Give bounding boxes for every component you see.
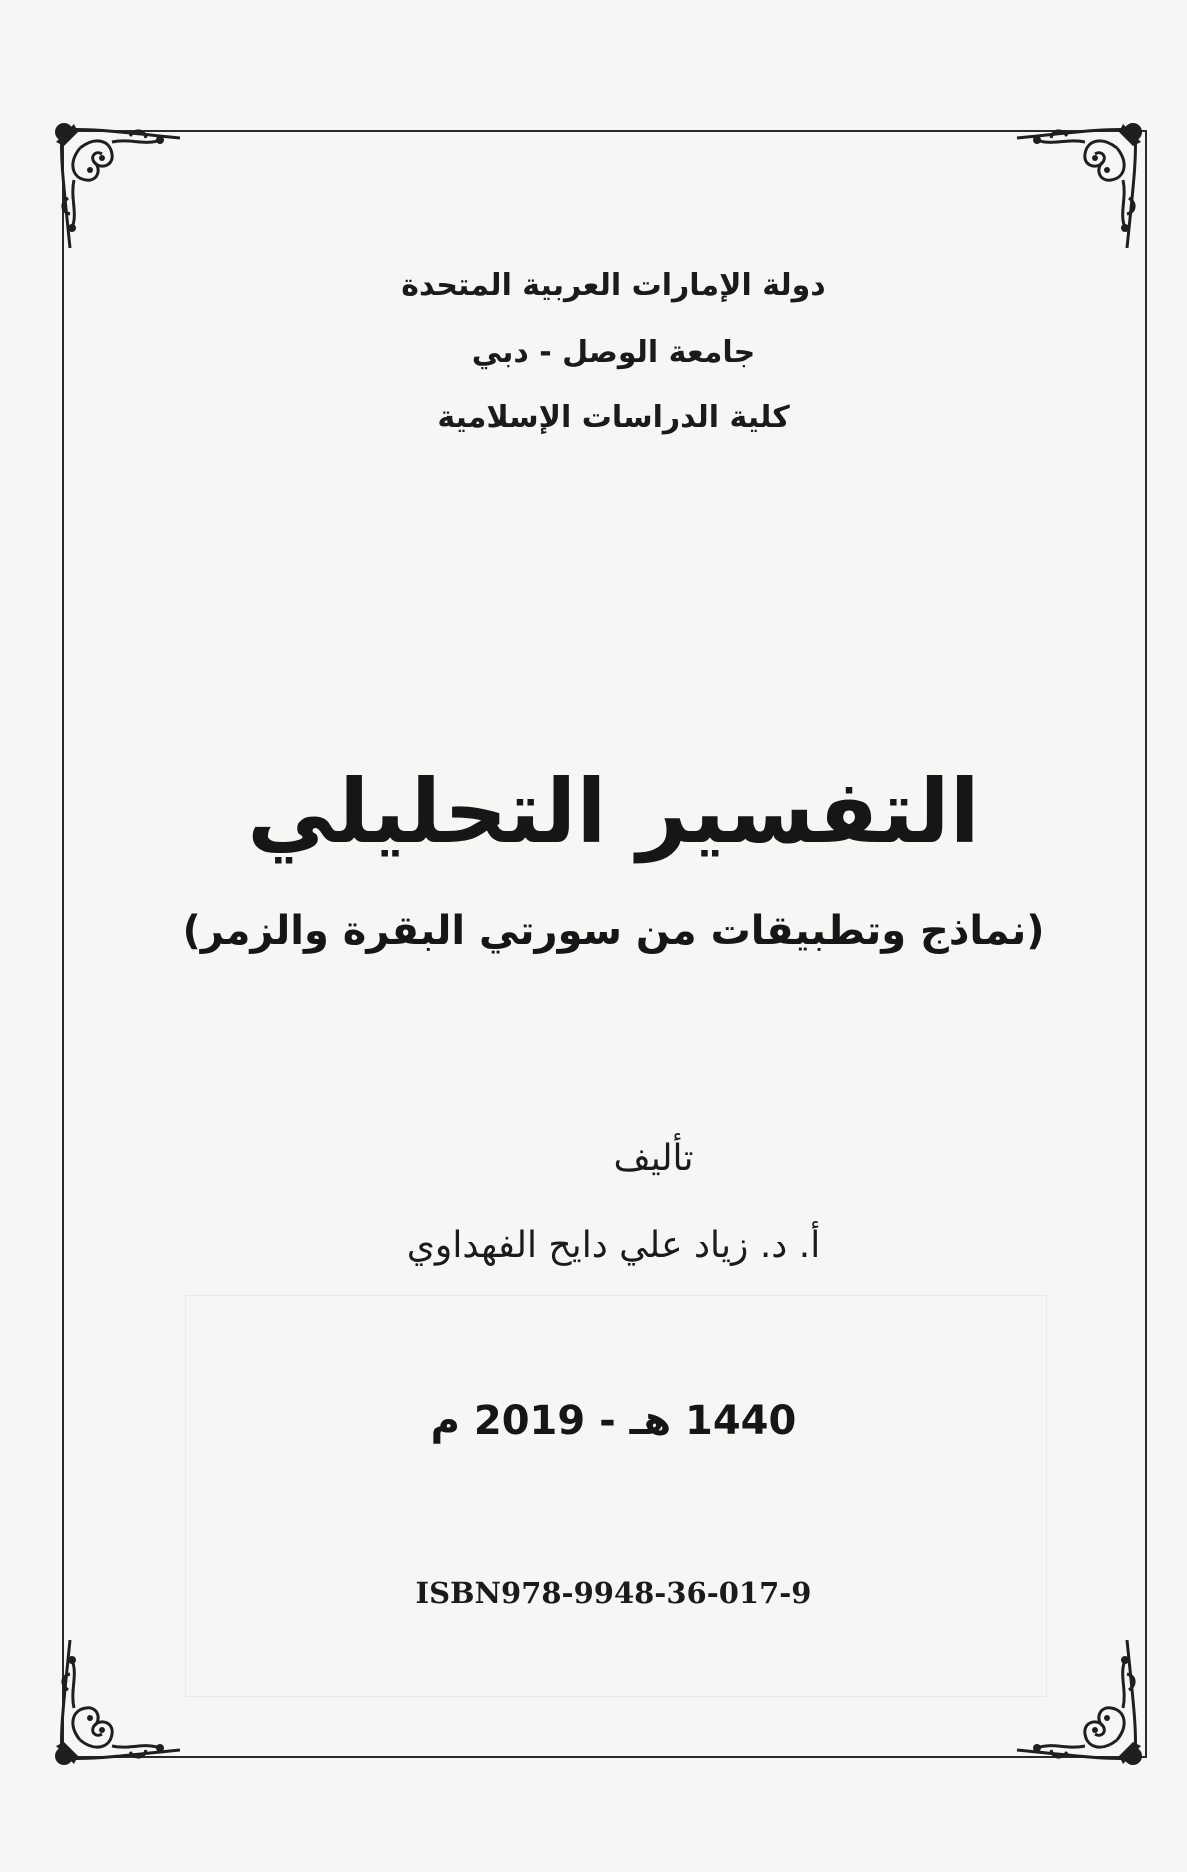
isbn-number: ISBN978-9948-36-017-9 [415,1576,812,1610]
floral-ornament-icon [50,118,200,268]
country-name: دولة الإمارات العربية المتحدة [401,268,826,303]
book-title: التفسير التحليلي [247,760,980,863]
floral-ornament-icon [50,1620,200,1770]
university-name: جامعة الوصل - دبي [471,335,756,370]
college-name: كلية الدراسات الإسلامية [437,400,790,435]
author-name: أ. د. زياد علي دايح الفهداوي [406,1225,821,1266]
author-label: تأليف [613,1138,694,1179]
floral-ornament-icon [997,1620,1147,1770]
floral-ornament-icon [997,118,1147,268]
publication-date: 1440 هـ - 2019 م [430,1398,797,1444]
book-subtitle: (نماذج وتطبيقات من سورتي البقرة والزمر) [182,908,1045,954]
